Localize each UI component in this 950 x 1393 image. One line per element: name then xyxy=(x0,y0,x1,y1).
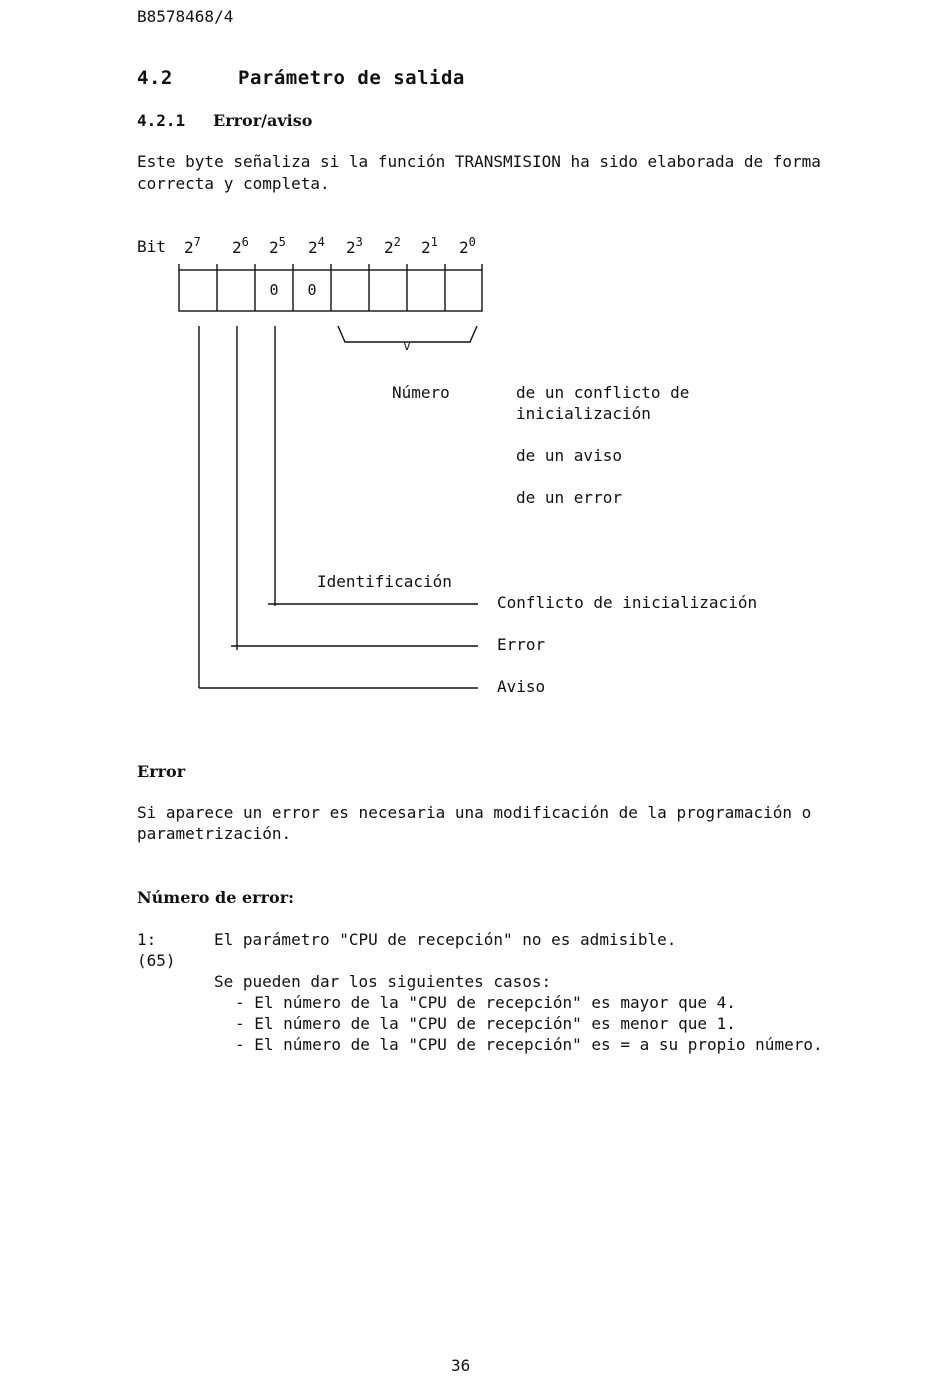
numero-error-heading: Número de error: xyxy=(137,888,295,907)
error-heading: Error xyxy=(137,762,186,781)
numero-item-3: de un error xyxy=(516,488,622,507)
numero-item-1-line-1: de un conflicto de xyxy=(516,383,690,402)
bit-3: $2^3$ xyxy=(346,235,363,257)
section-title: Parámetro de salida xyxy=(238,67,465,89)
cell-bit-4: 0 xyxy=(307,281,317,299)
case-item-2: - El número de la "CPU de recepción" es menor que 1. xyxy=(235,1014,736,1033)
case-item-1: - El número de la "CPU de recepción" es mayor que 4. xyxy=(235,993,736,1012)
byte-register xyxy=(179,264,482,311)
subsection-title: Error/aviso xyxy=(213,111,313,130)
error-description: El parámetro "CPU de recepción" no es admisible. xyxy=(214,930,677,949)
page-number: 36 xyxy=(451,1356,471,1375)
error-code: 1: xyxy=(137,930,157,949)
numero-item-1-line-2: inicialización xyxy=(516,404,651,423)
identificacion-label: Identificación xyxy=(317,572,452,591)
id-item-error: Error xyxy=(497,635,546,654)
bit-4: $2^4$ xyxy=(308,235,325,257)
case-item-3: - El número de la "CPU de recepción" es = a su propio número. xyxy=(235,1035,823,1054)
document-id: B8578468/4 xyxy=(137,7,234,26)
cell-bit-5: 0 xyxy=(269,281,279,299)
bit-5: $2^5$ xyxy=(269,235,286,257)
bit-6: $2^6$ xyxy=(232,235,249,257)
id-item-conflicto: Conflicto de inicialización xyxy=(497,593,758,612)
numero-label: Número xyxy=(392,383,450,402)
section-number: 4.2 xyxy=(137,67,173,89)
id-item-aviso: Aviso xyxy=(497,677,546,696)
error-code-alt: (65) xyxy=(137,951,176,970)
bit-2: $2^2$ xyxy=(384,235,401,257)
intro-line-1: Este byte señaliza si la función TRANSMISION ha sido elaborada de forma xyxy=(137,152,821,171)
bit-1: $2^1$ xyxy=(421,235,438,257)
bit-label: Bit xyxy=(137,237,166,256)
bit-0: $2^0$ xyxy=(459,235,476,257)
subsection-number: 4.2.1 xyxy=(137,111,186,130)
bit-7: $2^7$ xyxy=(184,235,201,257)
numero-item-2: de un aviso xyxy=(516,446,622,465)
intro-line-2: correcta y completa. xyxy=(137,174,330,193)
cases-intro: Se pueden dar los siguientes casos: xyxy=(214,972,552,991)
error-line-1: Si aparece un error es necesaria una modificación de la programación o xyxy=(137,803,812,822)
brace-mark: v xyxy=(403,339,411,353)
error-line-2: parametrización. xyxy=(137,824,292,843)
